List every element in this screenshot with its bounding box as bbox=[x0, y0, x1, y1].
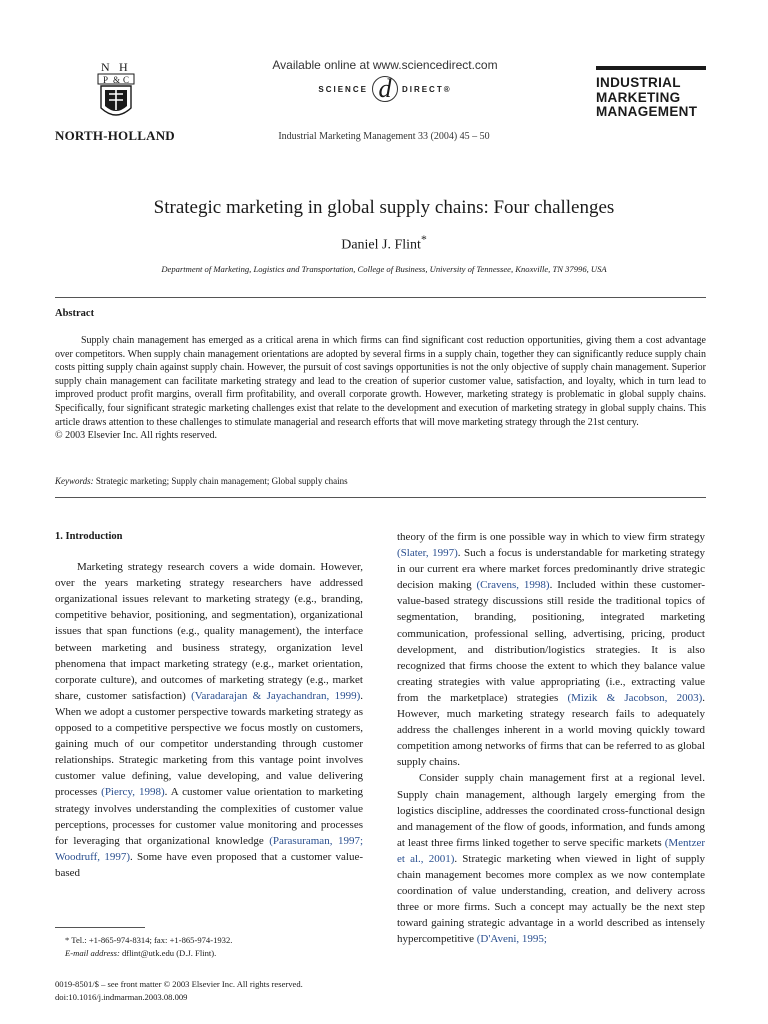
sd-left: SCIENCE bbox=[318, 84, 368, 94]
footnote-email: E-mail address: dflint@utk.edu (D.J. Flint). bbox=[65, 947, 217, 958]
sciencedirect-logo bbox=[270, 58, 500, 102]
keywords bbox=[55, 476, 706, 486]
citation-link[interactable]: (Slater, 1997) bbox=[397, 547, 458, 560]
article-meta bbox=[55, 978, 375, 1003]
article-title: Strategic marketing in global supply chains: Four challenges bbox=[153, 197, 615, 218]
author-mark: * bbox=[420, 233, 427, 246]
email-link[interactable]: dflint@utk.edu (D.J. Flint). bbox=[119, 947, 217, 958]
svg-text:H: H bbox=[119, 60, 128, 74]
issn-line: 0019-8501/$ – see front matter © 2003 Elsevier Inc. All rights reserved. bbox=[55, 979, 303, 989]
left-column bbox=[55, 529, 363, 881]
citation-link[interactable]: (Mentzer et al., 2001) bbox=[397, 836, 705, 865]
journal-logo-bar bbox=[596, 66, 706, 70]
author-affiliation: Department of Marketing, Logistics and Transportation, College of Business, University of Tennessee, Knoxville, TN 37996, USA bbox=[161, 264, 607, 274]
citation-link[interactable]: (Varadarajan & Jayachandran, 1999) bbox=[191, 689, 361, 702]
intro-paragraph: Marketing strategy research covers a wide domain. However, over the years marketing strategy researchers have addressed organizational issues relevant to marketing strategy (e.g., branding, competitive behavior, positioning, and segmentation), organizational issues that span functions (e.g., quality management), the interface between marketing and business strategy, organization level phenomena that impact marketing strategy (e.g., market orientation, corporate culture), and outcomes of marketing strategy (e.g., market share, customer satisfaction) (Varadarajan & Jayachandran, 1999). When we adopt a customer perspective towards marketing strategy as opposed to a competitive perspective we focus mostly on customers, gaining much of our competitor understanding through customer relationships. Strategic marketing from this vantage point involves customer value defining, value developing, and value delivering processes (Piercy, 1998). A customer value orientation to marketing strategy involves understanding the complexities of customer value perceptions, processes for customer value monitoring and processes for leveraging that organizational knowledge (Parasuraman, 1997; Woodruff, 1997). Some have even proposed that a customer value-based bbox=[55, 561, 364, 879]
right-column bbox=[397, 529, 705, 947]
svg-text:N: N bbox=[101, 60, 110, 74]
crest-icon bbox=[95, 60, 137, 124]
keywords-label: Keywords: bbox=[55, 476, 94, 486]
body-paragraph: Consider supply chain management first at a regional level. Supply chain management, although largely emerging from the logistics discipline, addresses the coordinated cross-functional design and management of the flow of goods, information, and funds among at least three firms linked together to serve specific markets (Mentzer et al., 2001). Strategic marketing when viewed in light of supply chain management becomes more complex as we now contemplate coordination of value understanding, creation, and delivery across three or more firms. Such a concept may actually be the next step toward gaining strategic advantage in a world described as intensely hypercompetitive (D'Aveni, 1995; bbox=[397, 772, 705, 946]
section-heading: 1. Introduction bbox=[55, 531, 123, 542]
divider-bottom bbox=[55, 497, 706, 498]
citation-link[interactable]: (D'Aveni, 1995; bbox=[476, 933, 547, 946]
svg-text:&: & bbox=[113, 75, 121, 85]
journal-title: INDUSTRIAL MARKETING MANAGEMENT bbox=[596, 75, 698, 119]
journal-reference: Industrial Marketing Management 33 (2004) 45 – 50 bbox=[278, 131, 490, 142]
abstract-body: Supply chain management has emerged as a critical arena in which firms can find significant cost reduction opportunities, giving them a cost advantage over competitors. When supply chain management orientations are adopted by several firms in a supply chain, together they can significantly reduce supply chain costs pitting supply chain against supply chain. However, the pursuit of cost savings opportunities is not the only objective of supply chain management. Superior supply chain management can facilitate marketing strategy and lead to the creation of superior customer value, satisfaction, and loyalty, which in turn lead to improved product profit margins, overall firm profitability, and overall corporate growth. However, marketing strategy is problematic in global supply chains. Specifically, four significant strategic marketing challenges exist that relate to the development and execution of marketing strategy in global supply chains. This article draws attention to these challenges to stimulate managerial and research efforts that will move marketing strategy through the 21st century. © 2003 Elsevier Inc. All rights reserved. bbox=[55, 335, 706, 442]
divider-top bbox=[55, 297, 706, 298]
svg-text:P: P bbox=[103, 75, 109, 85]
sd-right: DIRECT® bbox=[401, 84, 452, 94]
citation-link[interactable]: (Parasuraman, 1997; Woodruff, 1997) bbox=[55, 834, 363, 863]
journal-logo bbox=[596, 66, 706, 120]
doi-line[interactable]: doi:10.1016/j.indmarman.2003.08.009 bbox=[55, 991, 188, 1002]
svg-text:C: C bbox=[123, 75, 130, 85]
sciencedirect-wordmark bbox=[270, 76, 500, 102]
abstract-heading: Abstract bbox=[55, 308, 95, 319]
footnote-rule bbox=[55, 927, 145, 928]
sd-at-icon: d bbox=[372, 76, 398, 102]
footnote bbox=[55, 934, 365, 959]
citation-link[interactable]: (Piercy, 1998) bbox=[101, 786, 165, 799]
article-author: Daniel J. Flint* bbox=[341, 233, 427, 253]
citation-link[interactable]: (Cravens, 1998) bbox=[476, 579, 550, 592]
publisher-name: NORTH-HOLLAND bbox=[55, 128, 175, 143]
citation-link[interactable]: (Mizik & Jacobson, 2003) bbox=[567, 691, 703, 704]
body-paragraph: theory of the firm is one possible way in which to view firm strategy (Slater, 1997). Such a focus is understandable for marketing strategy in our current era where market forces predominantly drive strategic decision making (Cravens, 1998). Included within these customer-value-based strategy discussions still reside the traditional topics of segmentation, branding, positioning, integrated marketing communication, professional selling, advertising, pricing, product development, and distribution/logistics strategies. It is also recognized that firms choose the extent to which they balance value creating strategies with value appropriating (i.e., extracting value from the marketplace) strategies (Mizik & Jacobson, 2003). However, much marketing strategy research fails to adequately address the challenges inherent in a world moving quickly toward competition among networks of firms that can be referred to as global supply chains. bbox=[397, 531, 706, 769]
abstract-copyright: © 2003 Elsevier Inc. All rights reserved. bbox=[55, 430, 218, 442]
footnote-tel: * Tel.: +1-865-974-8314; fax: +1-865-974-1932. bbox=[65, 935, 233, 945]
keywords-text: Strategic marketing; Supply chain management; Global supply chains bbox=[95, 476, 348, 486]
available-online-text: Available online at www.sciencedirect.com bbox=[272, 58, 498, 72]
